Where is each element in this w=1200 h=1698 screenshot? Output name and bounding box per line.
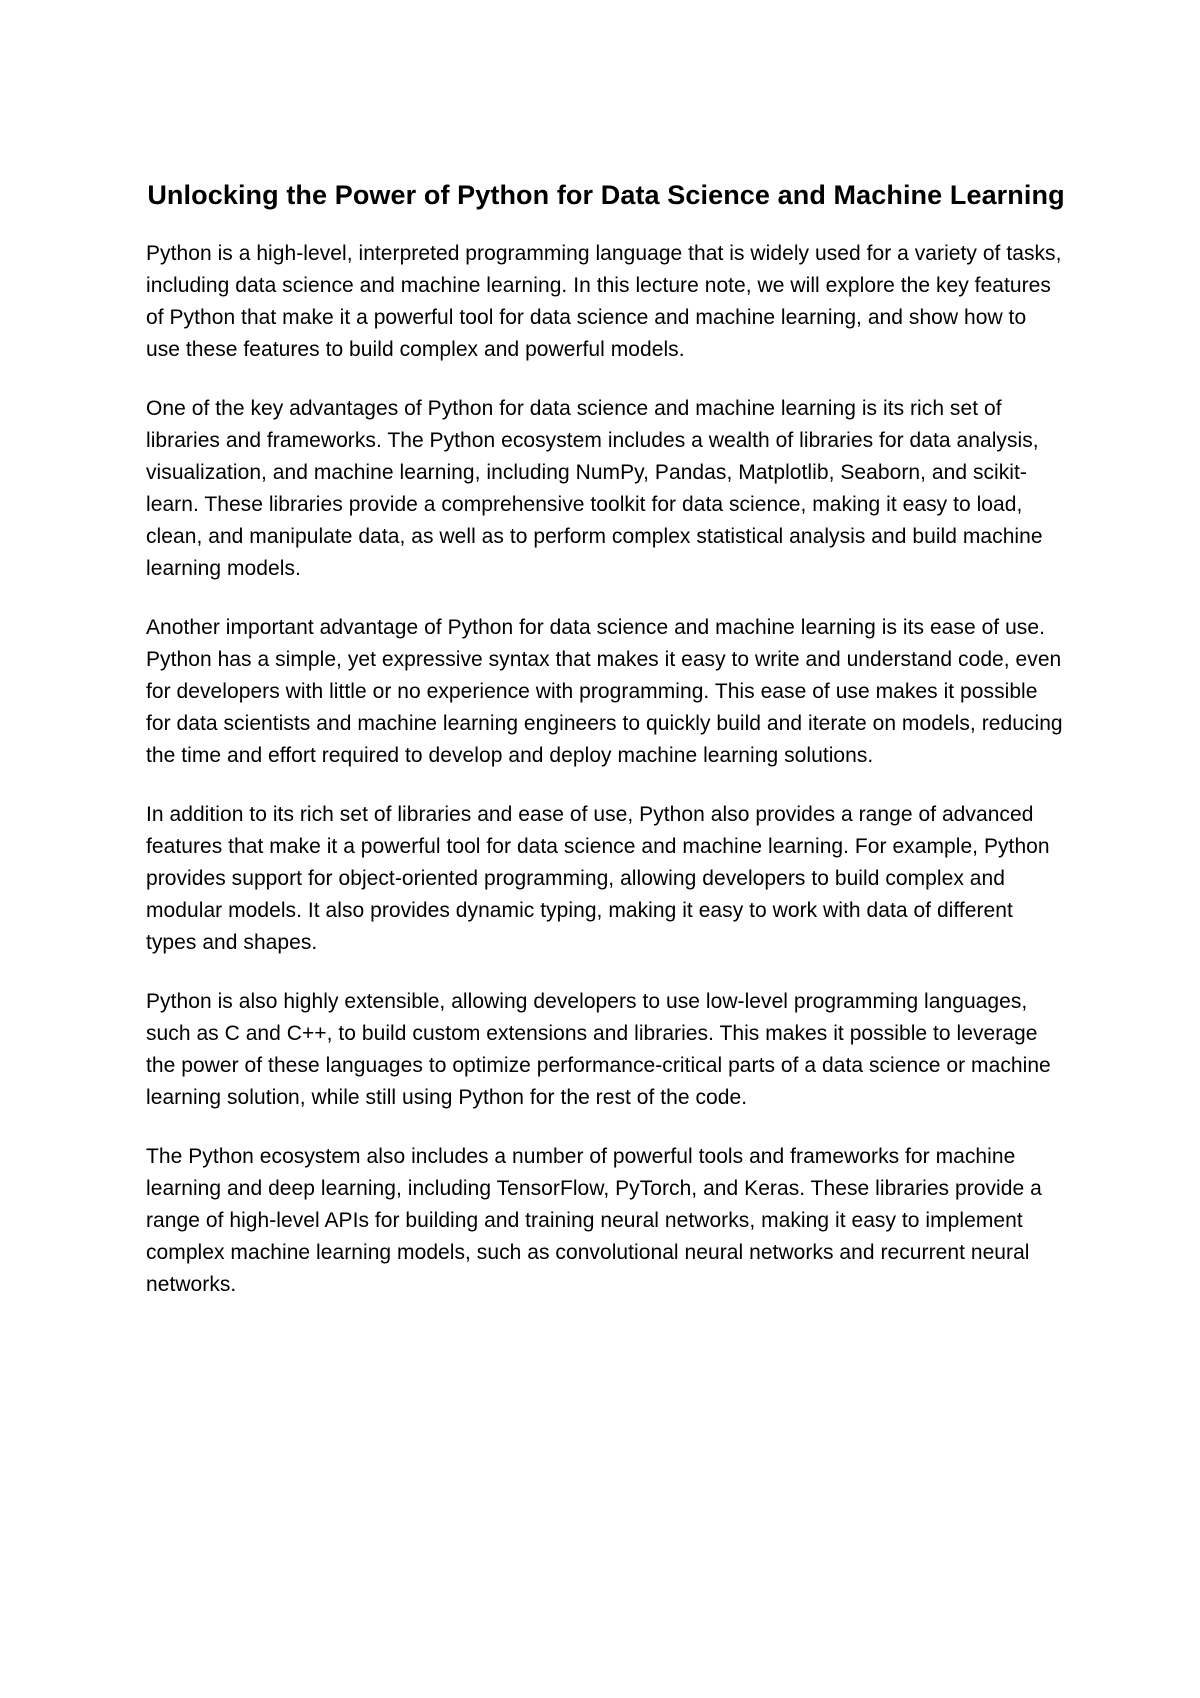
paragraph-ease-of-use: Another important advantage of Python for data science and machine learning is its ease of use. Python has a simple, yet expressive syntax that makes it easy to write and understand code, even for developers with little or no experience with programming. This ease of use makes it possible for data scientists and machine learning engineers to quickly build and iterate on models, reducing the time and effort required to develop and deploy machine learning solutions. bbox=[146, 616, 1063, 767]
paragraph-extensibility: Python is also highly extensible, allowing developers to use low-level programming languages, such as C and C++, to build custom extensions and libraries. This makes it possible to leverage the power of these languages to optimize performance-critical parts of a data science or machine learning solution, while still using Python for the rest of the code. bbox=[146, 990, 1051, 1109]
paragraph-intro: Python is a high-level, interpreted programming language that is widely used for a variety of tasks, including data science and machine learning. In this lecture note, we will explore the key features of Python that make it a powerful tool for data science and machine learning, and show how to use these features to build complex and powerful models. bbox=[146, 242, 1062, 361]
document-body bbox=[146, 178, 1066, 1301]
paragraph-advanced-features: In addition to its rich set of libraries and ease of use, Python also provides a range of advanced features that make it a powerful tool for data science and machine learning. For example, Python provides support for object-oriented programming, allowing developers to build complex and modular models. It also provides dynamic typing, making it easy to work with data of different types and shapes. bbox=[146, 803, 1050, 954]
document-title: Unlocking the Power of Python for Data Science and Machine Learning bbox=[147, 180, 1065, 210]
paragraph-libraries: One of the key advantages of Python for data science and machine learning is its rich set of libraries and frameworks. The Python ecosystem includes a wealth of libraries for data analysis, visualization, and machine learning, including NumPy, Pandas, Matplotlib, Seaborn, and scikit-learn. These libraries provide a comprehensive toolkit for data science, making it easy to load, clean, and manipulate data, as well as to perform complex statistical analysis and build machine learning models. bbox=[146, 397, 1043, 580]
paragraph-deep-learning: The Python ecosystem also includes a number of powerful tools and frameworks for machine learning and deep learning, including TensorFlow, PyTorch, and Keras. These libraries provide a range of high-level APIs for building and training neural networks, making it easy to implement complex machine learning models, such as convolutional neural networks and recurrent neural networks. bbox=[146, 1145, 1042, 1296]
